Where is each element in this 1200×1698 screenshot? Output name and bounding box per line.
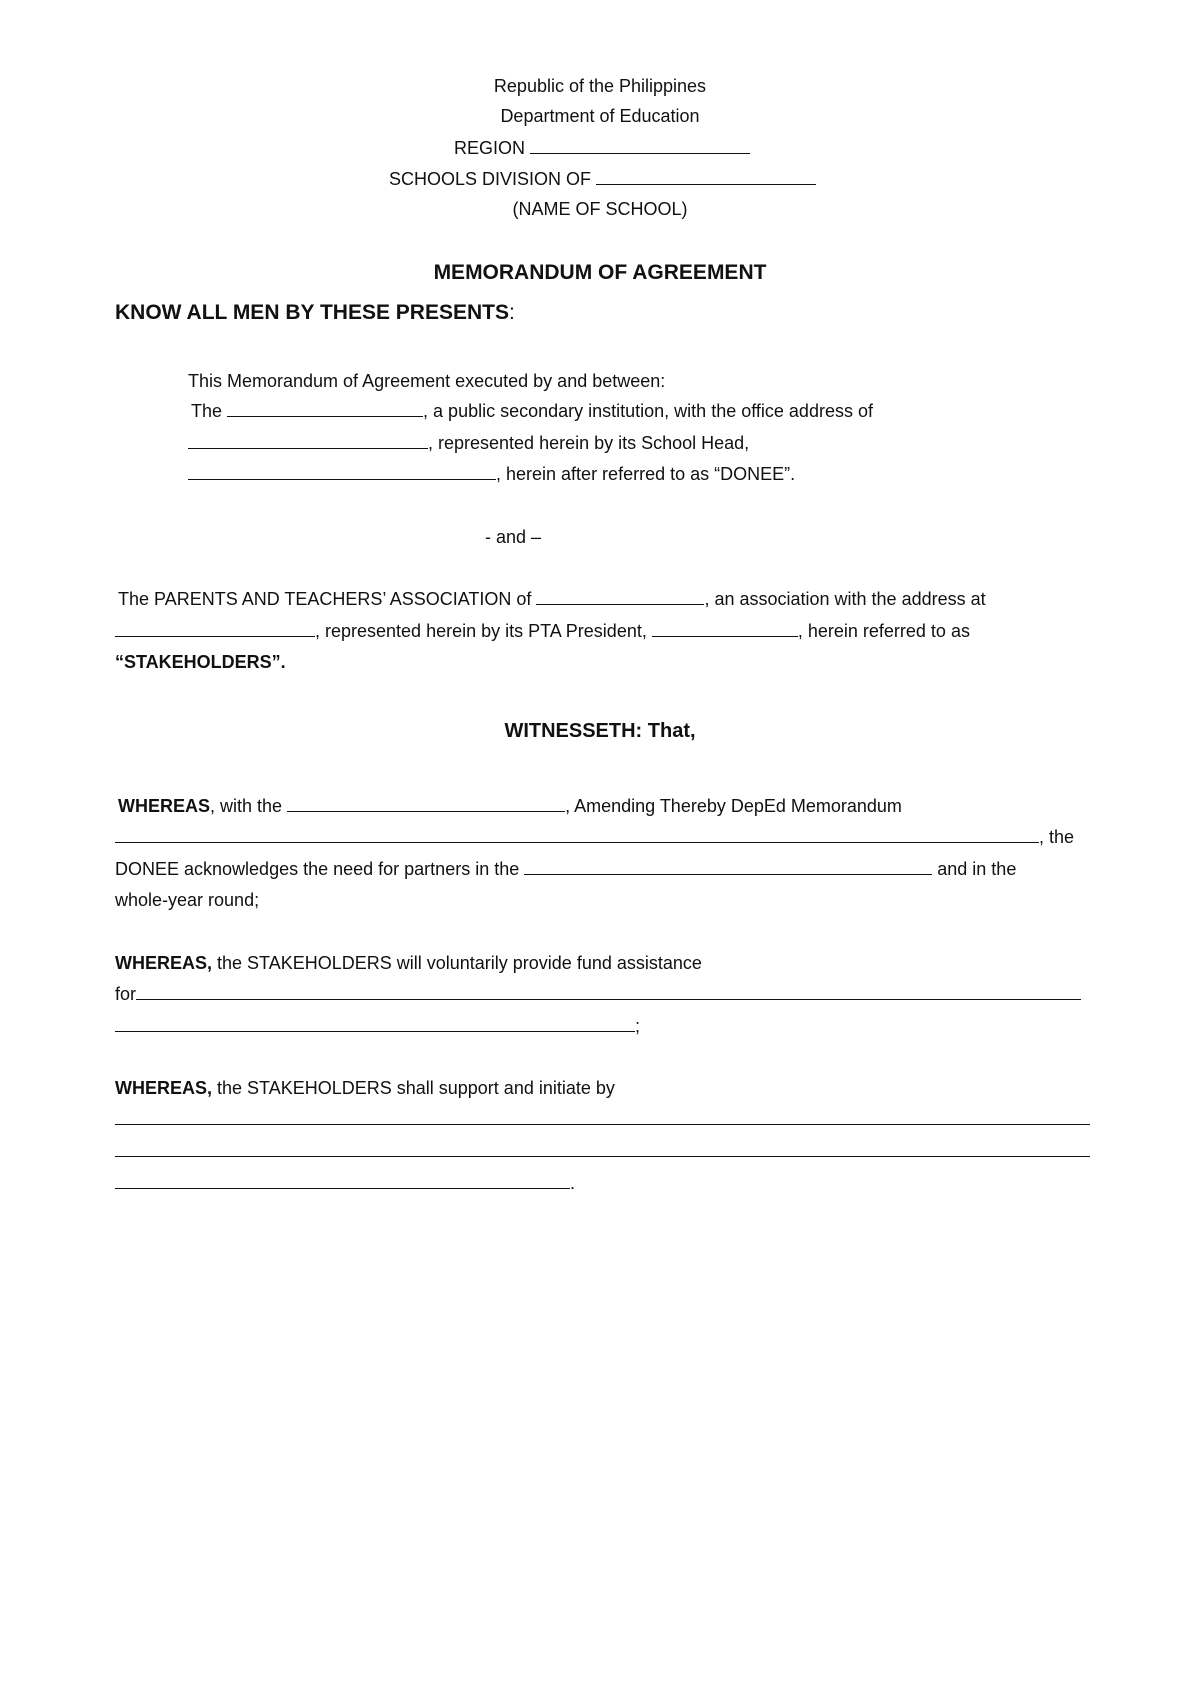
region-line <box>454 137 750 159</box>
region-label: REGION <box>454 138 526 158</box>
whereas2-line-2 <box>115 983 1081 1005</box>
issuance-blank <box>287 795 565 812</box>
intro-line-1: This Memorandum of Agreement executed by and between: <box>188 371 666 391</box>
intro-institution: , a public secondary institution, with the office address of <box>423 401 873 421</box>
whereas3-label: WHEREAS, <box>115 1078 213 1098</box>
stakeholders-label: “STAKEHOLDERS”. <box>115 652 286 672</box>
fund-purpose-blank-2 <box>115 1015 635 1032</box>
whereas1-label: WHEREAS <box>118 796 211 816</box>
initiative-blank-1 <box>115 1108 1090 1125</box>
whereas2-text: the STAKEHOLDERS will voluntarily provide fund assistance <box>212 953 702 973</box>
memorandum-blank <box>115 826 1039 843</box>
whereas3-line-3 <box>115 1140 1090 1162</box>
whereas2-end: ; <box>635 1016 641 1036</box>
pta-line2-b: , herein referred to as <box>797 621 970 641</box>
witnesseth-heading: WITNESSETH: That, <box>504 720 696 742</box>
initiative-blank-2 <box>115 1140 1090 1157</box>
whereas3-line-2 <box>115 1108 1090 1130</box>
institution-name-blank <box>227 400 423 417</box>
pta-address-blank <box>115 620 315 637</box>
division-line <box>389 168 816 190</box>
initiative-blank-3 <box>115 1172 570 1189</box>
know-all-colon: : <box>509 301 515 324</box>
school-name-line: (NAME OF SCHOOL) <box>512 199 688 219</box>
whereas2-label: WHEREAS, <box>115 953 213 973</box>
pta-line-2 <box>115 620 970 642</box>
document-title: MEMORANDUM OF AGREEMENT <box>433 261 767 284</box>
pta-line1-a: The PARENTS AND TEACHERS’ ASSOCIATION of <box>118 589 532 609</box>
whereas1-with-the: , with the <box>210 796 283 816</box>
whereas1-line-3 <box>115 858 1016 880</box>
whereas3-end: . <box>570 1173 576 1193</box>
office-address-blank <box>188 432 428 449</box>
pta-line-1 <box>118 588 986 610</box>
intro-the: The <box>191 401 223 421</box>
program-blank <box>524 858 932 875</box>
division-blank <box>596 168 816 185</box>
know-all-heading <box>115 302 515 324</box>
division-label: SCHOOLS DIVISION OF <box>389 169 592 189</box>
school-head-blank <box>188 463 496 480</box>
know-all-text: KNOW ALL MEN BY THESE PRESENTS <box>115 301 509 324</box>
whereas2-for: for <box>115 984 137 1004</box>
whereas1-line-1 <box>118 795 902 817</box>
intro-line-2 <box>191 400 873 422</box>
pta-line1-b: , an association with the address at <box>704 589 986 609</box>
intro-line-4 <box>188 463 795 485</box>
whereas1-line-4: whole-year round; <box>115 890 260 910</box>
fund-purpose-blank-1 <box>136 983 1081 1000</box>
whereas1-line-2 <box>115 826 1074 848</box>
whereas3-line-4 <box>115 1172 575 1194</box>
republic-line: Republic of the Philippines <box>493 76 707 96</box>
intro-line-3 <box>188 432 749 454</box>
pta-line2-a: , represented herein by its PTA President, <box>315 621 647 641</box>
pta-school-blank <box>536 588 704 605</box>
whereas2-line-3 <box>115 1015 640 1037</box>
whereas1-donee-ack: DONEE acknowledges the need for partners in the <box>115 859 520 879</box>
region-blank <box>530 137 750 154</box>
whereas1-and-in-the: and in the <box>937 859 1017 879</box>
intro-donee: , herein after referred to as “DONEE”. <box>496 464 796 484</box>
department-line: Department of Education <box>500 106 700 126</box>
pta-president-blank <box>652 620 798 637</box>
intro-represented: , represented herein by its School Head, <box>428 433 750 453</box>
whereas1-amending: , Amending Thereby DepEd Memorandum <box>565 796 902 816</box>
whereas2-line-1 <box>115 952 702 974</box>
whereas3-line-1 <box>115 1077 615 1099</box>
whereas1-the: , the <box>1039 827 1075 847</box>
and-separator: - and – <box>485 527 542 547</box>
whereas3-text: the STAKEHOLDERS shall support and initiate by <box>212 1078 615 1098</box>
